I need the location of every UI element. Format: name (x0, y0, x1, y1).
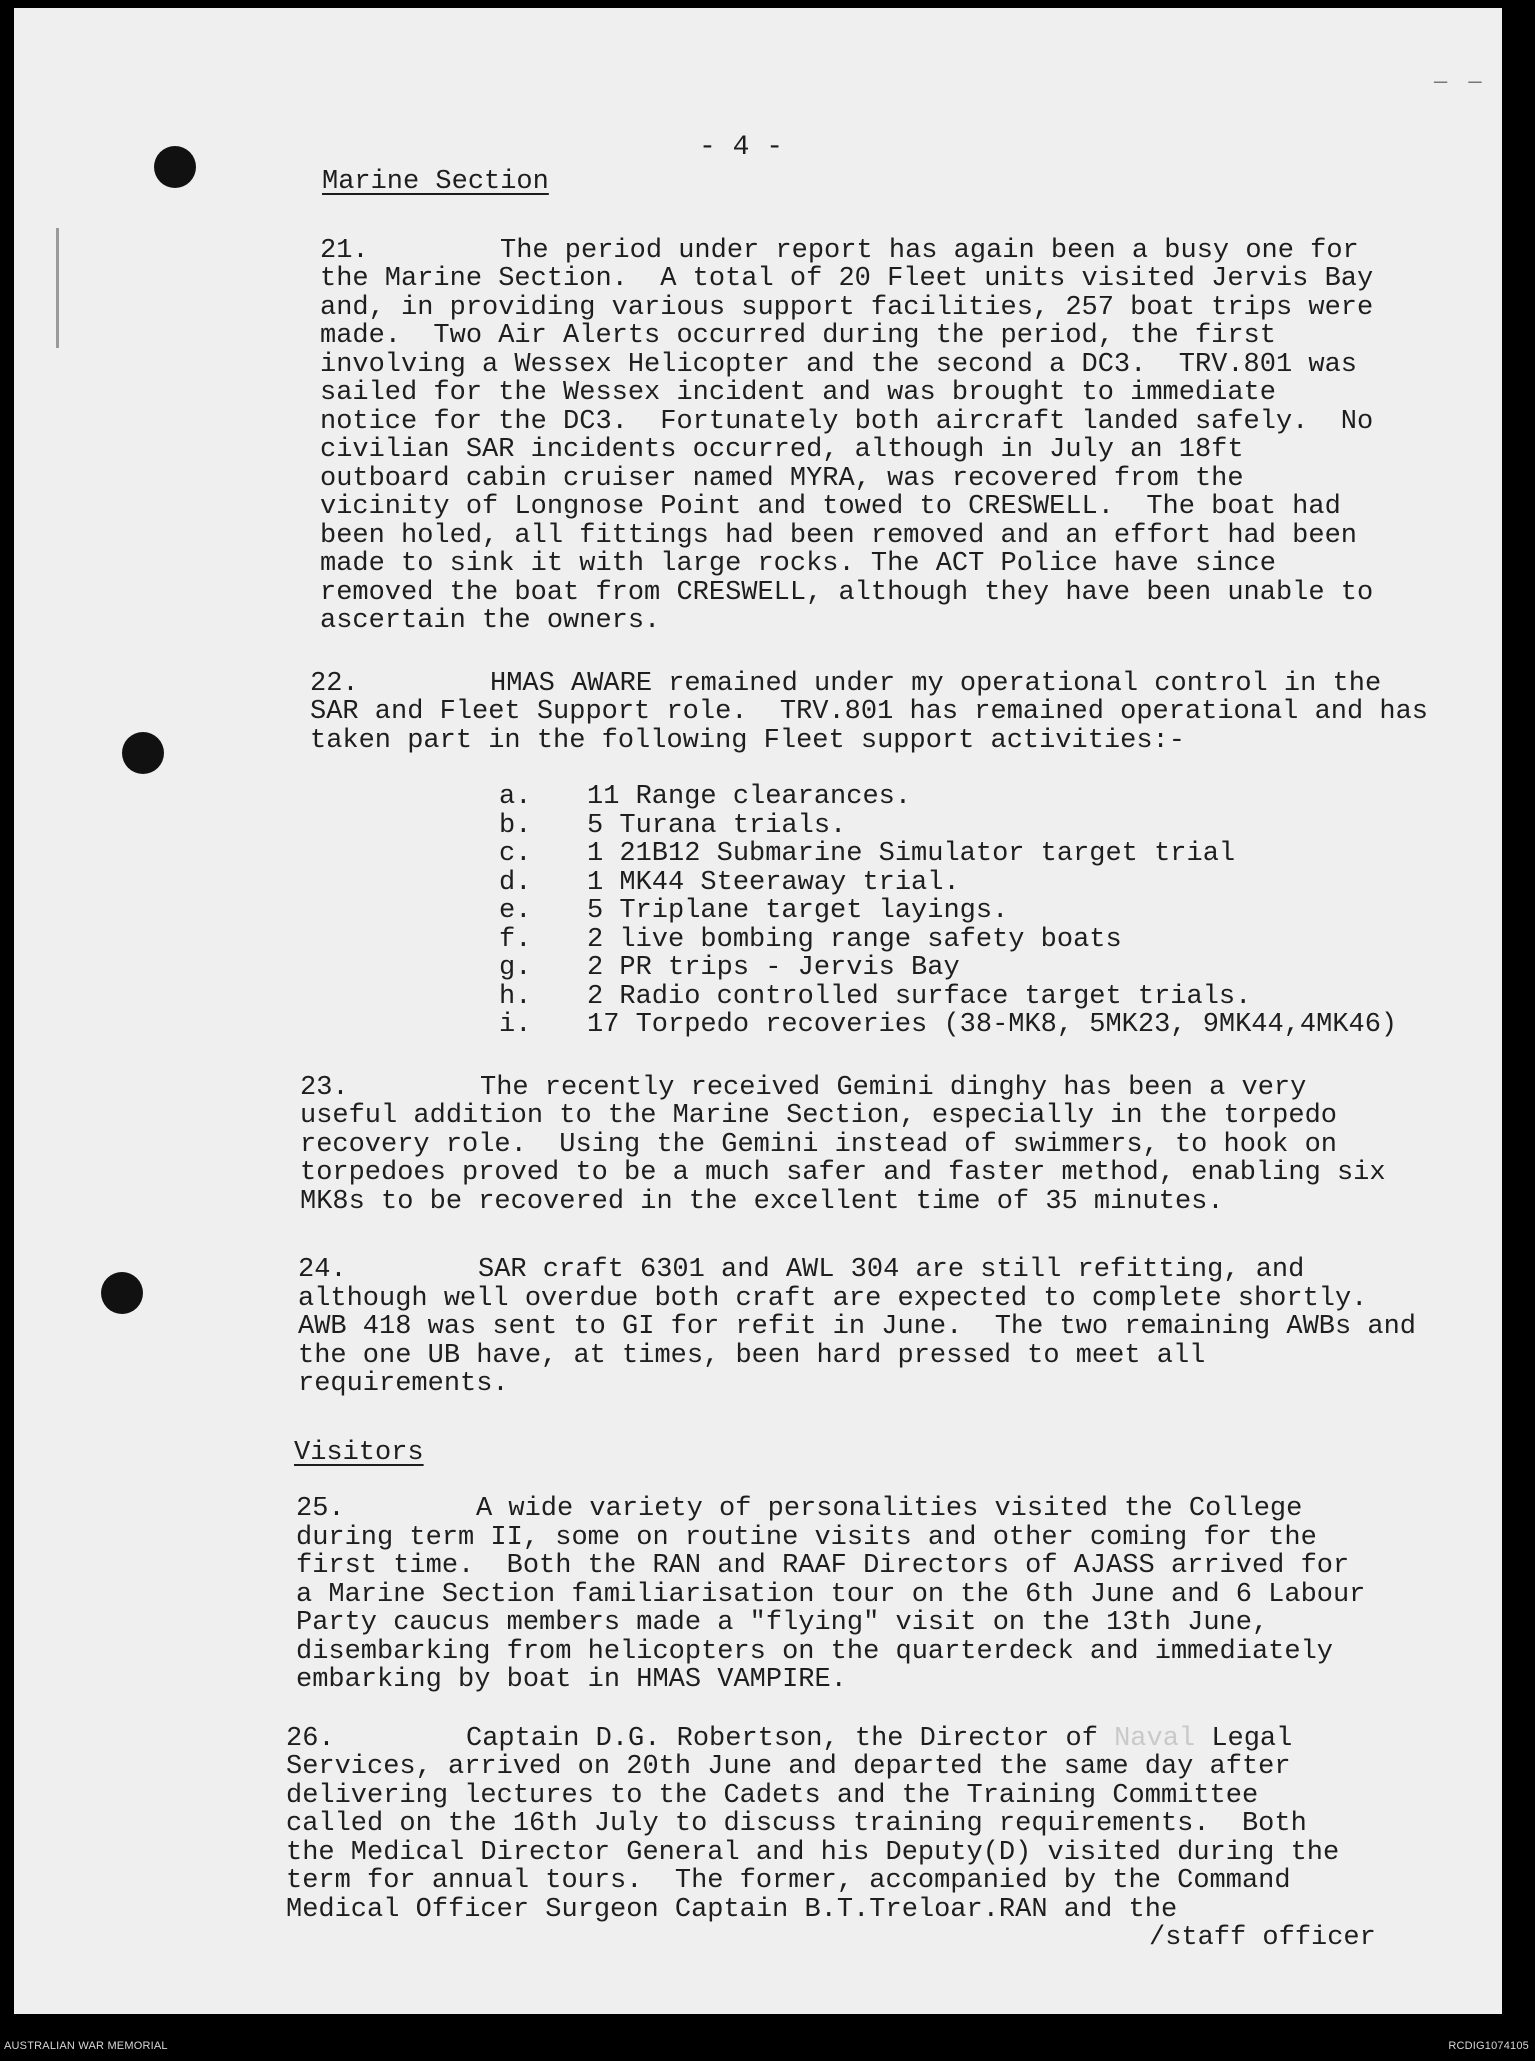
paragraph-number: 25. (296, 1494, 345, 1524)
paragraph-text: SAR craft 6301 and AWL 304 are still refitting, and although well overdue both craft are expected to complete shortly. AWB 418 was sent to GI for refit in June. The two remaining AWBs and the one UB have, at times, been hard pressed to meet all requirements. (298, 1255, 1433, 1399)
paragraph-number: 22. (310, 668, 359, 699)
paragraph-22 (310, 668, 1445, 756)
paragraph-number: 23. (300, 1072, 349, 1103)
archive-footer (0, 2040, 1535, 2058)
paragraph-number: 24. (298, 1255, 347, 1285)
paragraph-21 (320, 235, 1390, 636)
paragraph-text: The recently received Gemini dinghy has been a very useful addition to the Marine Section, especially in the torpedo recovery role. Using the Gemini instead of swimmers, to hook on torpedoes proved to be a much safer and faster method, enabling six MK8s to be recovered in the excellent time of 35 minutes. (300, 1072, 1402, 1217)
footer-archive-name: AUSTRALIAN WAR MEMORIAL (4, 2040, 168, 2052)
margin-mark (56, 228, 59, 348)
paragraph-23 (300, 1074, 1410, 1217)
punch-hole-bottom (101, 1272, 143, 1314)
document-page (14, 8, 1502, 2014)
document-body (284, 167, 1445, 1953)
list-item: f. 2 live bombing range safety boats (499, 924, 1122, 955)
margin-dashes: — — (1434, 70, 1486, 95)
paragraph-number: 26. (286, 1723, 335, 1754)
paragraph-text-continued: Legal Services, arrived on 20th June and departed the same day after delivering lectures to the Cadets and the Training Committee called on the 16th July to discuss training requirements. Both the Medical Director General and his Deputy(D) visited during the term for annual tours. The former, accompanied by the Command Medical Officer Surgeon Captain B.T.Treloar.RAN and the (286, 1723, 1356, 1925)
punch-hole-middle (122, 732, 164, 774)
list-item: h. 2 Radio controlled surface target trials. (499, 981, 1252, 1012)
paragraph-number: 21. (320, 235, 369, 266)
faded-text: Naval (1114, 1723, 1196, 1754)
footer-record-id: RCDIG1074105 (1448, 2040, 1529, 2052)
list-item: c. 1 21B12 Submarine Simulator target trial (499, 839, 1236, 869)
paragraph-26 (286, 1725, 1356, 1925)
paragraph-text: Captain D.G. Robertson, the Director of (466, 1723, 1115, 1754)
paragraph-25 (296, 1494, 1382, 1695)
list-item: a. 11 Range clearances. (499, 782, 912, 812)
marine-section-heading: Marine Section (322, 167, 549, 197)
paragraph-24 (298, 1255, 1433, 1399)
page-number: - 4 - (699, 132, 784, 163)
list-item: e. 5 Triplane target layings. (499, 896, 1009, 926)
list-item: d. 1 MK44 Steeraway trial. (499, 867, 960, 898)
activity-list (499, 783, 1434, 1040)
paragraph-text: HMAS AWARE remained under my operational control in the SAR and Fleet Support role. TRV.801 has remained operational and has taken part in the following Fleet support activities:- (310, 668, 1445, 756)
list-item: g. 2 PR trips - Jervis Bay (499, 953, 960, 983)
punch-hole-top (154, 146, 196, 188)
catchword: /staff officer (1149, 1923, 1376, 1953)
visitors-heading: Visitors (294, 1437, 424, 1468)
list-item: b. 5 Turana trials. (499, 810, 847, 841)
paragraph-text: The period under report has again been a busy one for the Marine Section. A total of 20 Fleet units visited Jervis Bay and, in providing various support facilities, 257 boat trips were made. Two Air Alerts occurred during the period, the first involving a Wessex Helicopter and the second a DC3. TRV.801 was sailed for the Wessex incident and was brought to immediate notice for the DC3. Fortunately both aircraft landed safely. No civilian SAR incidents occurred, although in July an 18ft outboard cabin cruiser named MYRA, was recovered from the vicinity of Longnose Point and towed to CRESWELL. The boat had been holed, all fittings had been removed and an effort had been made to sink it with large rocks. The ACT Police have since removed the boat from CRESWELL, although they have been unable to ascertain the owners. (320, 235, 1390, 636)
list-item: i. 17 Torpedo recoveries (38-MK8, 5MK23, 9MK44,4MK46) (499, 1010, 1398, 1040)
paragraph-text: A wide variety of personalities visited the College during term II, some on routine visits and other coming for the first time. Both the RAN and RAAF Directors of AJASS arrived for a Marine Section familiarisation tour on the 6th June and 6 Labour Party caucus members made a "flying" visit on the 13th June, disembarking from helicopters on the quarterdeck and immediately embarking by boat in HMAS VAMPIRE. (296, 1494, 1382, 1695)
